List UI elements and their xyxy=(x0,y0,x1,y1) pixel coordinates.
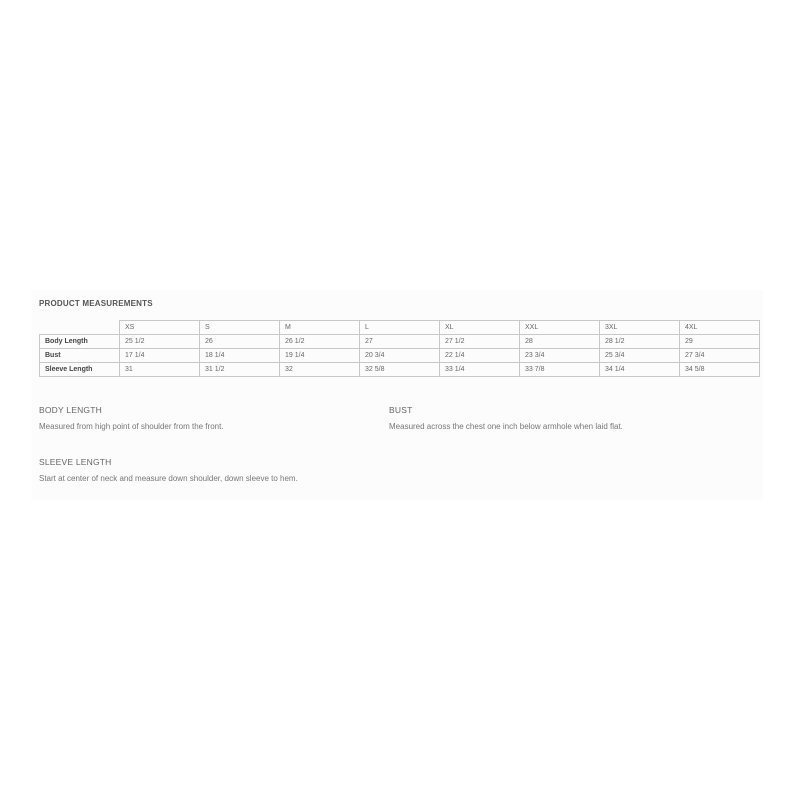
table-cell: 31 xyxy=(120,363,200,377)
definition-text: Measured from high point of shoulder from the front. xyxy=(39,422,224,431)
table-row-sleeve-length xyxy=(40,363,760,377)
table-cell: 26 1/2 xyxy=(280,335,360,349)
table-cell: 28 1/2 xyxy=(600,335,680,349)
definition-title: SLEEVE LENGTH xyxy=(39,457,112,467)
size-header: L xyxy=(360,321,440,335)
table-cell: 32 5/8 xyxy=(360,363,440,377)
table-cell: 25 1/2 xyxy=(120,335,200,349)
row-label: Bust xyxy=(40,349,120,363)
size-header: M xyxy=(280,321,360,335)
measurements-table xyxy=(39,320,760,377)
table-row-bust xyxy=(40,349,760,363)
table-cell: 18 1/4 xyxy=(200,349,280,363)
row-label: Body Length xyxy=(40,335,120,349)
row-label: Sleeve Length xyxy=(40,363,120,377)
definition-bust xyxy=(389,405,623,431)
definition-title: BUST xyxy=(389,405,413,415)
definition-sleeve-length xyxy=(39,457,298,483)
table-row-body-length xyxy=(40,335,760,349)
table-cell: 33 7/8 xyxy=(520,363,600,377)
definition-text: Measured across the chest one inch below armhole when laid flat. xyxy=(389,422,623,431)
table-cell: 27 xyxy=(360,335,440,349)
size-header: 3XL xyxy=(600,321,680,335)
table-cell: 20 3/4 xyxy=(360,349,440,363)
table-corner-cell xyxy=(40,321,120,335)
table-cell: 32 xyxy=(280,363,360,377)
table-cell: 26 xyxy=(200,335,280,349)
definition-body-length xyxy=(39,405,224,431)
definition-title: BODY LENGTH xyxy=(39,405,102,415)
table-cell: 27 1/2 xyxy=(440,335,520,349)
table-cell: 23 3/4 xyxy=(520,349,600,363)
size-header: XXL xyxy=(520,321,600,335)
table-cell: 25 3/4 xyxy=(600,349,680,363)
table-cell: 17 1/4 xyxy=(120,349,200,363)
table-cell: 33 1/4 xyxy=(440,363,520,377)
table-cell: 29 xyxy=(680,335,760,349)
table-header-row xyxy=(40,321,760,335)
size-header: 4XL xyxy=(680,321,760,335)
table-cell: 34 5/8 xyxy=(680,363,760,377)
size-header: XS xyxy=(120,321,200,335)
table-cell: 31 1/2 xyxy=(200,363,280,377)
section-title: PRODUCT MEASUREMENTS xyxy=(39,299,153,308)
table-cell: 28 xyxy=(520,335,600,349)
size-header: S xyxy=(200,321,280,335)
table-cell: 27 3/4 xyxy=(680,349,760,363)
size-header: XL xyxy=(440,321,520,335)
definition-text: Start at center of neck and measure down shoulder, down sleeve to hem. xyxy=(39,474,298,483)
table-cell: 34 1/4 xyxy=(600,363,680,377)
table-cell: 22 1/4 xyxy=(440,349,520,363)
table-cell: 19 1/4 xyxy=(280,349,360,363)
